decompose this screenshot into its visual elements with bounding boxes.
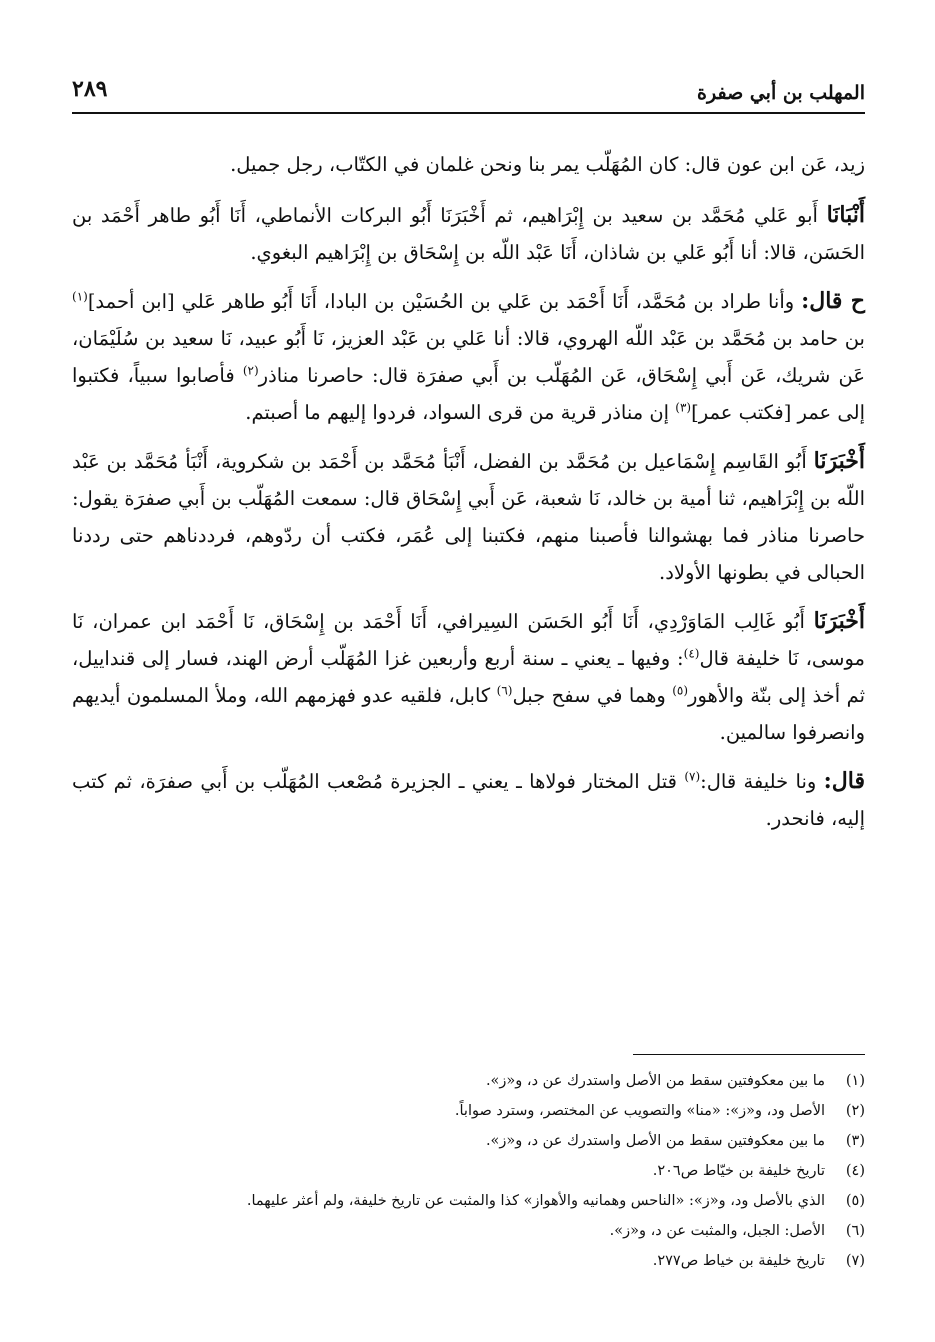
footnote-number: (٥): [845, 1193, 865, 1209]
footnote: [72, 1156, 865, 1186]
footnote-text: الأصل: الجبل، والمثبت عن د، و«ز».: [609, 1223, 825, 1239]
page-header: [72, 76, 865, 114]
footnote-reference: (١): [72, 289, 88, 304]
footnote-number: (١): [845, 1073, 865, 1089]
paragraph-text: : وفيها ـ يعني ـ سنة أربع وأربعين غزا المُهَلّب أرض الهند، فسار إلى قنداييل، ثم أخذ إلى بنّة والأهور: [72, 647, 865, 707]
footnote: [72, 1216, 865, 1246]
footnote-text: تاريخ خليفة بن خياط ص٢٧٧.: [652, 1253, 825, 1269]
footnote-text: الأصل ود، و«ز»: «منا» والتصويب عن المختصر، وسترد صواباً.: [454, 1103, 825, 1119]
paragraph: [72, 146, 865, 183]
footnote-reference: (٤): [683, 646, 700, 661]
paragraph-lead-word: قال:: [823, 768, 865, 794]
paragraph-text: فأصابوا سبياً، فكتبوا إلى عمر [فكتب عمر]: [72, 364, 865, 424]
paragraph: [72, 763, 865, 837]
footnote-text: ما بين معكوفتين سقط من الأصل واستدرك عن د، و«ز».: [485, 1133, 825, 1149]
paragraph-text: قتل المختار فولاها ـ يعني ـ الجزيرة مُصْعب المُهَلّب بن أَبي صفرَة، ثم كتب إليه، فانحدر.: [72, 770, 865, 830]
paragraph: [72, 283, 865, 431]
running-title: المهلب بن أبي صفرة: [697, 82, 865, 104]
paragraph-text: وأنا طراد بن مُحَمَّد، أَنَا أَحْمَد بن عَلي بن الحُسَيْن بن البادا، أَنَا أَبُو طاهر عَلي [ابن أحمد]: [87, 290, 802, 313]
paragraph-text: إن مناذر قرية من قرى السواد، فردوا إليهم ما أصبتم.: [245, 401, 676, 424]
footnote-text: ما بين معكوفتين سقط من الأصل واستدرك عن د، و«ز».: [485, 1073, 825, 1089]
body-text: [72, 146, 865, 849]
footnote-number: (٧): [845, 1253, 865, 1269]
paragraph: [72, 603, 865, 751]
footnote-number: (٢): [845, 1103, 865, 1119]
footnote-reference: (٦): [496, 683, 513, 698]
footnote-reference: (٧): [684, 769, 701, 784]
footnote: [72, 1096, 865, 1126]
footnote: [72, 1126, 865, 1156]
footnote: [72, 1246, 865, 1276]
paragraph-lead-word: أَخْبَرَنَا: [813, 608, 865, 634]
paragraph: [72, 197, 865, 271]
paragraph-text: زيد، عَن ابن عون قال: كان المُهَلّب يمر بنا ونحن غلمان في الكتّاب، رجل جميل.: [230, 153, 865, 176]
paragraph-text: وهما في سفح جبل: [512, 684, 673, 707]
paragraph-text: بن حامد بن مُحَمَّد بن عَبْد اللّه الهروي، قالا: أنا عَلي بن عَبْد العزيز، نَا أَبُو عبيد، نَا سعيد بن سُلَيْمَان، عَن شريك، عَن أَبي إِسْحَاق، عَن المُهَلّب بن أَبي صفرَة قال: حاصرنا مناذر: [72, 327, 865, 387]
footnote-number: (٦): [845, 1223, 865, 1239]
footnote-separator: [633, 1054, 865, 1055]
paragraph-text: أَبُو القَاسِم إِسْمَاعيل بن مُحَمَّد بن الفضل، أَنْبَأ مُحَمَّد بن أَحْمَد بن شكروية، أَنْبَأ مُحَمَّد بن عَبْد اللّه بن إِبْرَاهيم، ثنا أمية بن خالد، نَا شعبة، عَن أَبي إِسْحَاق قال: سمعت المُهَلّب بن أَبي صفرَة يقول: حاصرنا مناذر فما بهشوالنا فأصبنا منهم، فكتبنا إلى عُمَر، فكتب أن ردّوهم، فرددناهم حتى رددنا الحبالى في بطونها الأولاد.: [72, 450, 865, 584]
paragraph-lead-word: أَخْبَرَنَا: [813, 448, 865, 474]
footnote-reference: (٥): [672, 683, 689, 698]
footnote-reference: (٢): [242, 363, 259, 378]
page-number: ٢٨٩: [72, 76, 108, 102]
footnote-number: (٤): [845, 1163, 865, 1179]
paragraph-text: أَبو عَلي مُحَمَّد بن سعيد بن إِبْرَاهيم، ثم أَخْبَرَنَا أَبُو البركات الأنماطي، أَنَا أَبُو طاهر أَحْمَد بن الحَسَن، قالا: أنا أَبُو عَلي بن شاذان، أَنَا عَبْد اللّه بن إِسْحَاق بن إِبْرَاهيم البغوي.: [72, 204, 865, 264]
footnote-number: (٣): [845, 1133, 865, 1149]
footnote-reference: (٣): [675, 400, 692, 415]
paragraph: [72, 443, 865, 591]
paragraph-text: كابل، فلقيه عدو فهزمهم الله، وملأ المسلمون أيديهم وانصرفوا سالمين.: [72, 684, 865, 744]
footnote: [72, 1066, 865, 1096]
paragraph-lead-word: أَنْبَانَا: [826, 202, 865, 228]
footnote-text: تاريخ خليفة بن خيّاط ص٢٠٦.: [652, 1163, 825, 1179]
footnote: [72, 1186, 865, 1216]
footnote-text: الذي بالأصل ود، و«ز»: «الناحس وهمانيه والأهواز» كذا والمثبت عن تاريخ خليفة، ولم أعثر عليهما.: [246, 1193, 825, 1209]
paragraph-text: أَبُو غَالِب المَاوَرْدِي، أَنَا أَبُو الحَسَن السِيرافي، أَنَا أَحْمَد بن إِسْحَاق، نَا أَحْمَد ابن عمران، نَا موسى، نَا خليفة قال: [72, 610, 866, 670]
paragraph-lead-word: ح قال:: [801, 288, 866, 314]
paragraph-text: ونا خليفة قال:: [700, 770, 824, 793]
footnotes: [72, 1066, 865, 1276]
